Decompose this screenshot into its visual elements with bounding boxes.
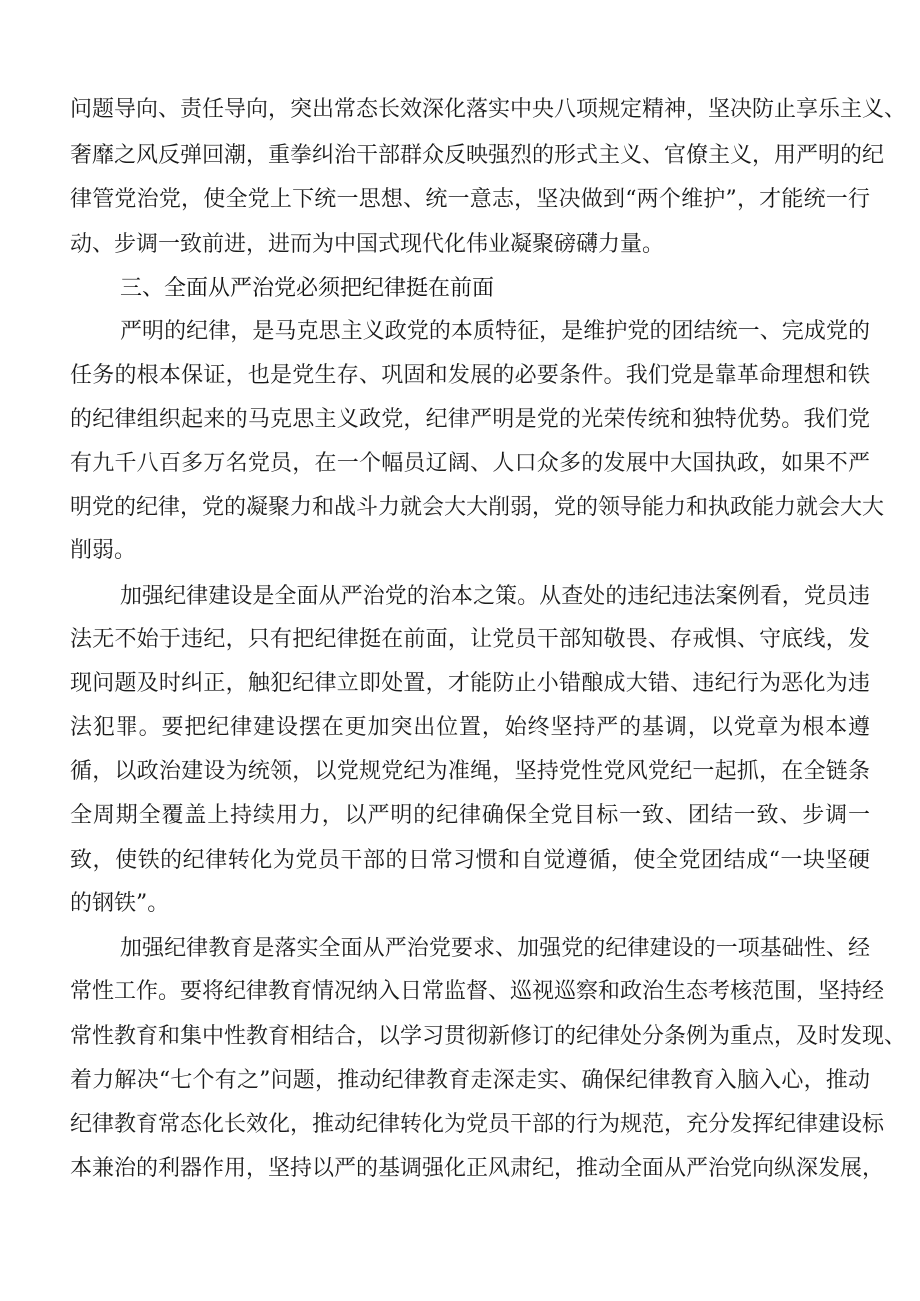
paragraph-2-line-1: 严明的纪律，是马克思主义政党的本质特征，是维护党的团结统一、完成党的	[120, 319, 870, 344]
paragraph-3-line-2: 法无不始于违纪，只有把纪律挺在前面，让党员干部知敬畏、存戒惧、守底线，发	[70, 627, 870, 652]
paragraph-4-line-3: 常性教育和集中性教育相结合，以学习贯彻新修订的纪律处分条例为重点，及时发现、	[70, 1024, 907, 1049]
paragraph-4-line-2: 常性工作。要将纪律教育情况纳入日常监督、巡视巡察和政治生态考核范围，坚持经	[70, 979, 885, 1004]
paragraph-2-line-6: 削弱。	[70, 538, 137, 563]
paragraph-1-line-4: 动、步调一致前进，进而为中国式现代化伟业凝聚磅礴力量。	[70, 232, 665, 257]
paragraph-3-line-6: 全周期全覆盖上持续用力，以严明的纪律确保全党目标一致、团结一致、步调一	[70, 803, 870, 828]
paragraph-4-line-4: 着力解决“七个有之”问题，推动纪律教育走深走实、确保纪律教育入脑入心，推动	[70, 1068, 870, 1093]
paragraph-3-line-3: 现问题及时纠正，触犯纪律立即处置，才能防止小错酿成大错、违纪行为恶化为违	[70, 671, 870, 696]
paragraph-4-line-5: 纪律教育常态化长效化，推动纪律转化为党员干部的行为规范，充分发挥纪律建设标	[70, 1112, 885, 1137]
paragraph-4-line-1: 加强纪律教育是落实全面从严治党要求、加强党的纪律建设的一项基础性、经	[120, 936, 870, 961]
paragraph-3-line-4: 法犯罪。要把纪律建设摆在更加突出位置，始终坚持严的基调，以党章为根本遵	[70, 715, 870, 740]
paragraph-3-line-1: 加强纪律建设是全面从严治党的治本之策。从查处的违纪违法案例看，党员违	[120, 584, 870, 609]
paragraph-2-line-2: 任务的根本保证，也是党生存、巩固和发展的必要条件。我们党是靠革命理想和铁	[70, 363, 870, 388]
paragraph-3-line-5: 循，以政治建设为统领，以党规党纪为准绳，坚持党性党风党纪一起抓，在全链条	[70, 759, 870, 784]
paragraph-3-line-8: 的钢铁”。	[70, 891, 170, 916]
paragraph-2-line-5: 明党的纪律，党的凝聚力和战斗力就会大大削弱，党的领导能力和执政能力就会大大	[70, 495, 885, 520]
paragraph-1-line-2: 奢靡之风反弹回潮，重拳纠治干部群众反映强烈的形式主义、官僚主义，用严明的纪	[70, 143, 885, 168]
section-heading: 三、全面从严治党必须把纪律挺在前面	[120, 276, 495, 301]
paragraph-2-line-4: 有九千八百多万名党员，在一个幅员辽阔、人口众多的发展中大国执政，如果不严	[70, 451, 870, 476]
paragraph-4-line-6: 本兼治的利器作用，坚持以严的基调强化正风肃纪，推动全面从严治党向纵深发展，	[70, 1156, 885, 1181]
paragraph-1-line-3: 律管党治党，使全党上下统一思想、统一意志，坚决做到“两个维护”，才能统一行	[70, 187, 870, 212]
paragraph-2-line-3: 的纪律组织起来的马克思主义政党，纪律严明是党的光荣传统和独特优势。我们党	[70, 407, 870, 432]
paragraph-1-line-1: 问题导向、责任导向，突出常态长效深化落实中央八项规定精神，坚决防止享乐主义、	[70, 97, 907, 122]
paragraph-3-line-7: 致，使铁的纪律转化为党员干部的日常习惯和自觉遵循，使全党团结成“一块坚硬	[70, 848, 870, 873]
